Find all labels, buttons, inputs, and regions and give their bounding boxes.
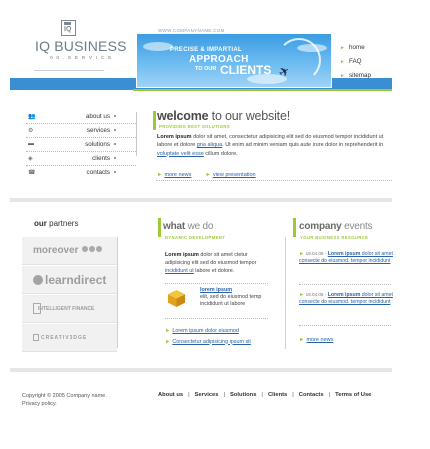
site-url: WWW.COMPANYNAME.COM [158,28,225,33]
side-menu-label: services [86,127,110,134]
side-menu-item-about-us[interactable] [26,110,136,124]
company-events-title-bold: company [299,221,342,232]
welcome-title [157,109,290,123]
top-nav-faq[interactable] [340,58,371,72]
side-menu-label: about us [85,113,110,120]
welcome-text-bold: Lorem ipsum [157,134,192,140]
banner-line-3: TO OUR [195,66,217,72]
gears-icon: ⚙ [28,128,34,134]
what-we-do-text-part: dolor sit amet ctetur adipisicing elit sed do eiusmod tempor [165,252,257,267]
side-menu-item-services[interactable] [26,124,136,138]
logo-divider [34,70,104,71]
what-we-do-text-bold: Lorem ipsum [165,252,199,258]
section-separator [10,198,392,202]
event-link[interactable]: Lorem ipsum [327,251,361,257]
welcome-title-bold: welcome [157,109,209,123]
footer-link-clients[interactable]: Clients [267,392,288,398]
side-menu-item-clients[interactable] [26,152,136,166]
what-we-do-subtitle: DYNAMIC DEVELOPMENT [165,235,226,240]
logo-tagline: 0 0 . S E R V I C E [50,56,113,61]
column-divider [285,237,286,349]
company-events-accent-bar [293,218,296,237]
event-item [299,251,395,265]
side-menu-label: clients [92,155,110,162]
what-we-do-title-bold: what [163,221,185,232]
arrow-right-icon: ► [340,59,345,65]
bullet-dot [114,143,116,145]
logo-name[interactable]: IQ BUSINESS [35,38,127,54]
partners-title-rest: partners [46,219,79,228]
what-we-do-divider [165,283,268,284]
footer-separator [10,368,392,372]
tag-icon: ◈ [28,156,33,162]
what-we-do-text [165,251,270,276]
footer-nav: About us | Services | Solutions | Clients | Contacts | Terms of Use [158,392,372,398]
top-nav-home[interactable] [340,44,371,58]
logo-icon-letters: IQ [64,26,72,33]
phone-icon: ☎ [28,170,36,176]
what-we-do-accent-bar [158,218,161,237]
welcome-title-rest: to our website! [208,109,290,123]
event-date: 19.04.05 - [305,292,327,297]
welcome-subtitle: PROVIDING BEST SOLUTIONS [159,124,231,129]
event-item [299,292,395,306]
header-green-bar [133,89,392,91]
event-link[interactable]: dolor sit amet consecte do eiusmod. tempor incididunt [299,292,393,305]
partners-list [22,237,117,353]
briefcase-icon: ▬ [28,141,34,147]
arrow-right-icon: ► [165,338,171,345]
partner-name: moreover [33,245,79,256]
events-divider [299,325,391,326]
company-events-title [299,221,372,232]
partner-logo-learndirect[interactable] [22,266,117,294]
welcome-text-part: . Ut enim ad minim veniam quis aute irure dolor in reprehenderit in [222,142,384,149]
partner-name: learndirect [45,273,107,287]
company-events-title-rest: events [341,221,373,232]
copyright [22,392,107,408]
events-more-news-link[interactable]: more news [306,337,334,343]
welcome-text-part: cillum dolore. [203,150,238,157]
welcome-divider [156,180,392,181]
partner-name: CREATIV3DGE [41,335,88,341]
header-banner [136,33,332,88]
privacy-policy-link[interactable]: Privacy policy. [22,401,57,407]
bullet-dot [114,129,116,131]
banner-line-1: PRECISE & IMPARTIAL [170,47,242,53]
footer-link-terms[interactable]: Terms of Use [335,392,372,398]
welcome-accent-bar [153,111,156,130]
banner-line-4: CLIENTS [220,63,272,77]
footer-link-contacts[interactable]: Contacts [298,392,324,398]
partners-title-bold: our [34,219,47,228]
top-nav-sitemap[interactable] [340,72,371,86]
more-news-link[interactable]: more news [164,172,192,178]
top-nav-label: home [348,44,365,51]
events-divider [299,284,391,285]
feature-text: elit, sed do eiusmod temp incididunt ut labore [200,294,262,308]
side-menu [26,110,136,180]
feature-title-link[interactable]: lorem ipsum [200,287,233,293]
bullet-dot [114,157,116,159]
welcome-inline-link[interactable]: gna aliqua [196,142,223,149]
side-menu-divider [136,112,137,156]
top-nav [340,44,371,86]
arrow-right-icon: ► [340,73,345,79]
side-menu-label: contacts [86,169,110,176]
what-we-do-inline-link[interactable]: incididunt ut [165,268,194,275]
partner-logo-intelligent-finance[interactable] [22,295,117,323]
people-icon: 👥 [28,114,36,120]
partners-title [34,219,78,228]
what-we-do-links [165,326,251,347]
arrow-right-icon: ► [299,337,305,343]
welcome-inline-link[interactable]: voluptate velit esse [157,150,204,157]
copyright-text: Copyright © 2005 Company name. [22,393,107,399]
welcome-text-part: dolor sit amet, consectetur adipisicing elit sed do eiusmod tempor incididunt ut labore et dolore [157,134,384,149]
arrow-right-icon: ► [340,45,345,51]
logo-icon [61,20,76,36]
arrow-right-icon: ► [205,172,211,178]
event-link[interactable]: dolor sit amet consecte do eiusmod. tempor incididunt [299,251,393,264]
welcome-links [157,172,256,178]
top-nav-label: sitemap [348,72,372,79]
footer-link-services[interactable]: Services [194,392,219,398]
event-link[interactable]: Lorem ipsum [327,292,361,298]
events-more [299,337,333,343]
what-we-do-feature [200,287,272,309]
what-we-do-title-rest: we do [184,221,214,232]
partners-divider [117,237,118,348]
partner-logo-moreover[interactable] [22,237,117,265]
company-events-subtitle: YOUR BUSINESS RESOURCE [300,235,369,240]
what-we-do-link[interactable]: Consectetur adipisicing ipsum sit [172,338,251,345]
side-menu-item-contacts[interactable] [26,166,136,180]
cube-icon [167,289,186,308]
welcome-text [157,133,393,158]
arrow-right-icon: ► [299,292,305,298]
event-date: 19.04.05 - [305,251,327,256]
side-menu-label: solutions [85,141,110,148]
what-we-do-text-part: labore et dolore. [193,268,235,275]
arrow-right-icon: ► [299,251,305,257]
what-we-do-divider [165,318,268,319]
top-nav-label: FAQ [348,58,362,65]
partner-name: INTELLIGENT FINANCE [38,306,95,312]
footer-link-about-us[interactable]: About us [158,392,184,398]
partner-logo-creativedge[interactable] [22,324,117,352]
bullet-dot [114,115,116,117]
what-we-do-title [163,221,213,232]
side-menu-item-solutions[interactable] [26,138,136,152]
footer-link-solutions[interactable]: Solutions [230,392,257,398]
airplane-icon: ✈ [275,62,293,81]
arrow-right-icon: ► [165,328,171,334]
what-we-do-link[interactable]: Lorem ipsum dolor eiusmod [172,328,239,334]
bullet-dot [114,171,116,173]
banner-line-2: APPROACH [189,54,249,65]
view-presentation-link[interactable]: view presentation [212,172,256,178]
arrow-right-icon: ► [157,172,163,178]
